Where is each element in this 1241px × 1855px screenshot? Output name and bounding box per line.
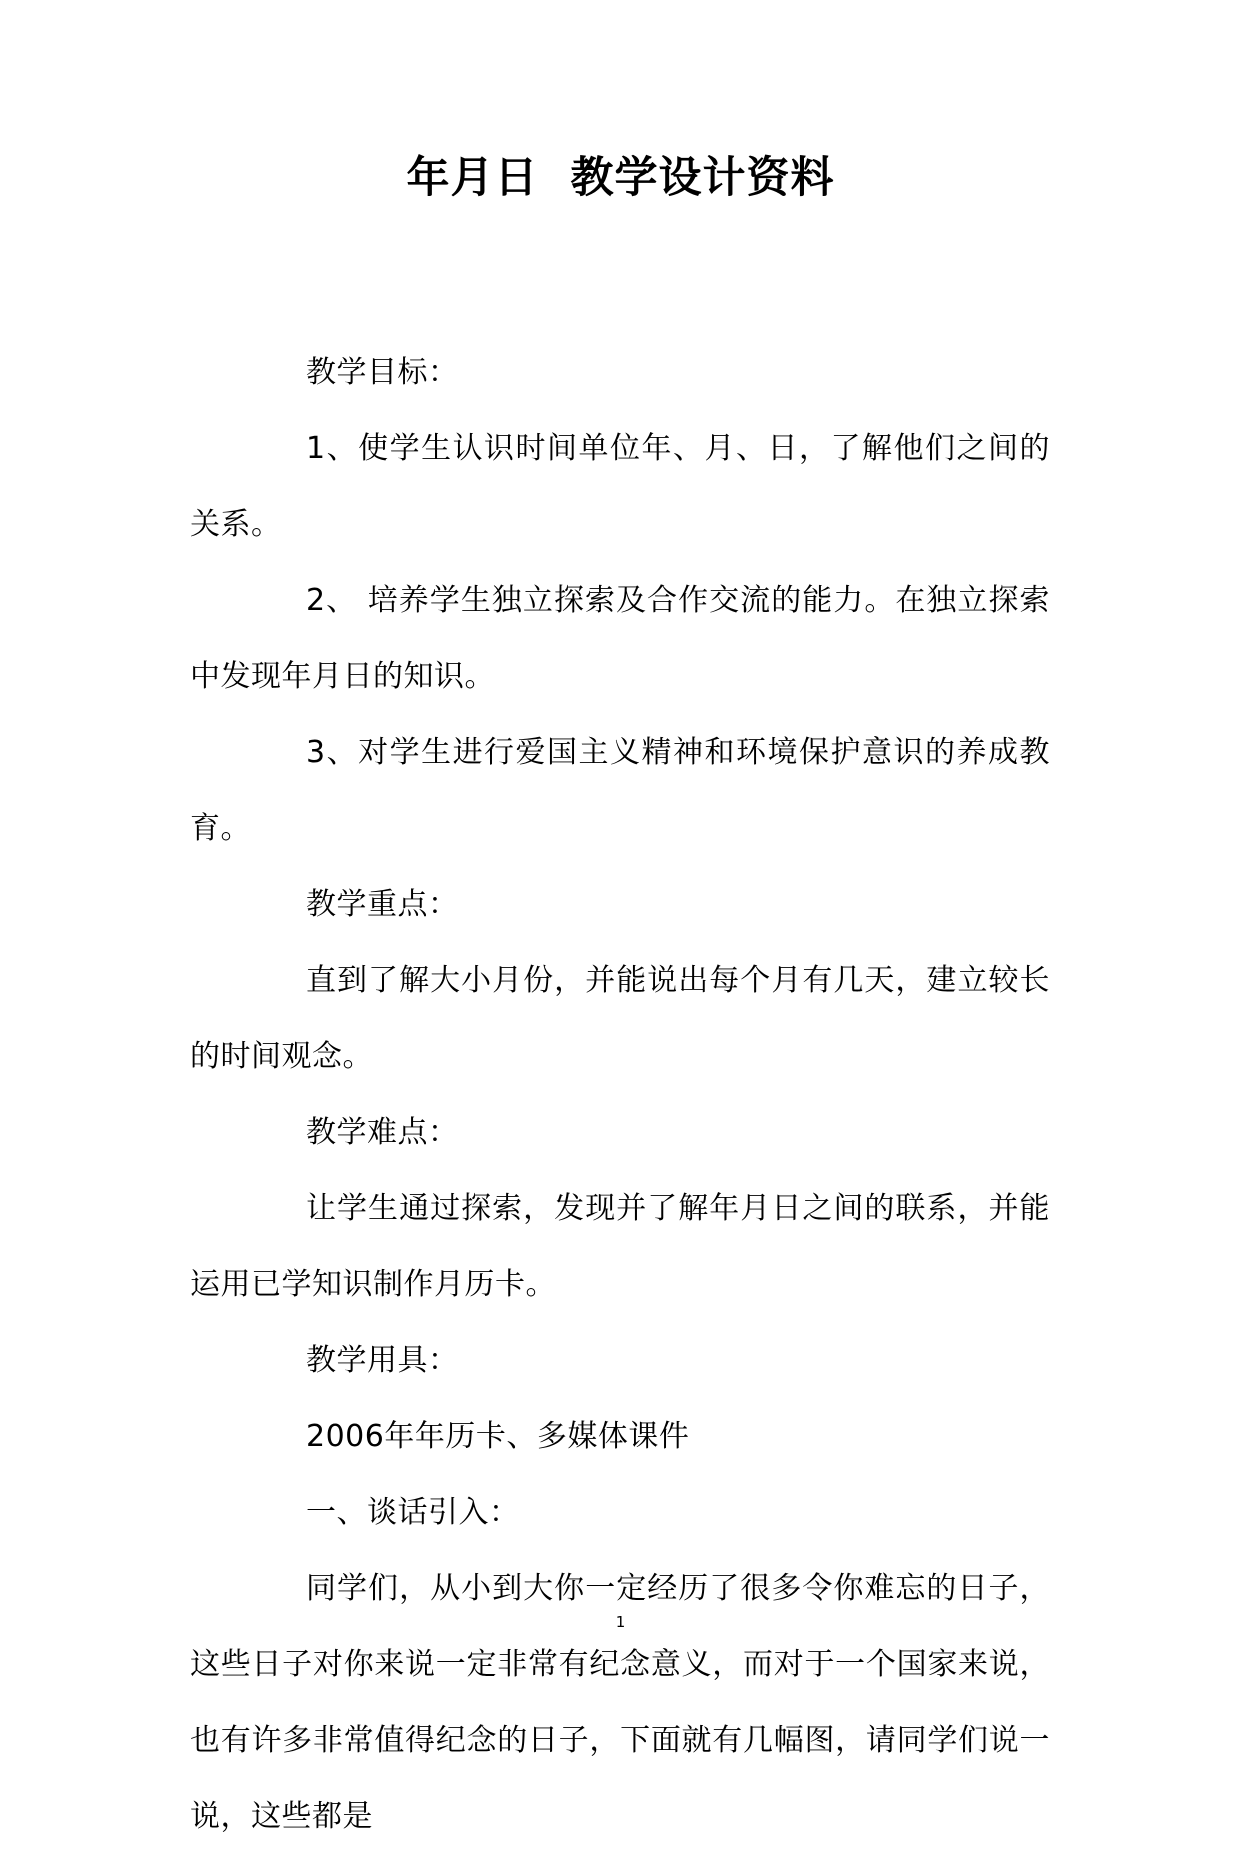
paragraph-goal-3: 3、对学生进行爱国主义精神和环境保护意识的养成教育。 — [190, 735, 1050, 846]
paragraph-materials-heading: 教学用具： — [306, 1343, 459, 1378]
document-title: 年月日 教学设计资料 — [406, 153, 835, 203]
paragraph-key-points: 直到了解大小月份，并能说出每个月有几天，建立较长的时间观念。 — [190, 963, 1050, 1074]
paragraph-section-1-heading: 一、谈话引入： — [306, 1495, 520, 1530]
page-number: 1 — [615, 1613, 626, 1631]
paragraph-introduction: 同学们，从小到大你一定经历了很多令你难忘的日子，这些日子对你来说一定非常有纪念意义，而对于一个国家来说，也有许多非常值得纪念的日子，下面就有几幅图，请同学们说一说，这些都是 — [190, 1571, 1050, 1834]
paragraph-difficulties-heading: 教学难点： — [306, 1115, 459, 1150]
paragraph-teaching-goals-heading: 教学目标： — [306, 355, 459, 390]
paragraph-difficulties: 让学生通过探索，发现并了解年月日之间的联系，并能运用已学知识制作月历卡。 — [190, 1191, 1050, 1302]
paragraph-materials: 2006年年历卡、多媒体课件 — [306, 1419, 690, 1454]
paragraph-key-points-heading: 教学重点： — [306, 887, 459, 922]
paragraph-goal-2: 2、 培养学生独立探索及合作交流的能力。在独立探索中发现年月日的知识。 — [190, 583, 1050, 694]
paragraph-goal-1: 1、使学生认识时间单位年、月、日，了解他们之间的关系。 — [190, 431, 1050, 542]
